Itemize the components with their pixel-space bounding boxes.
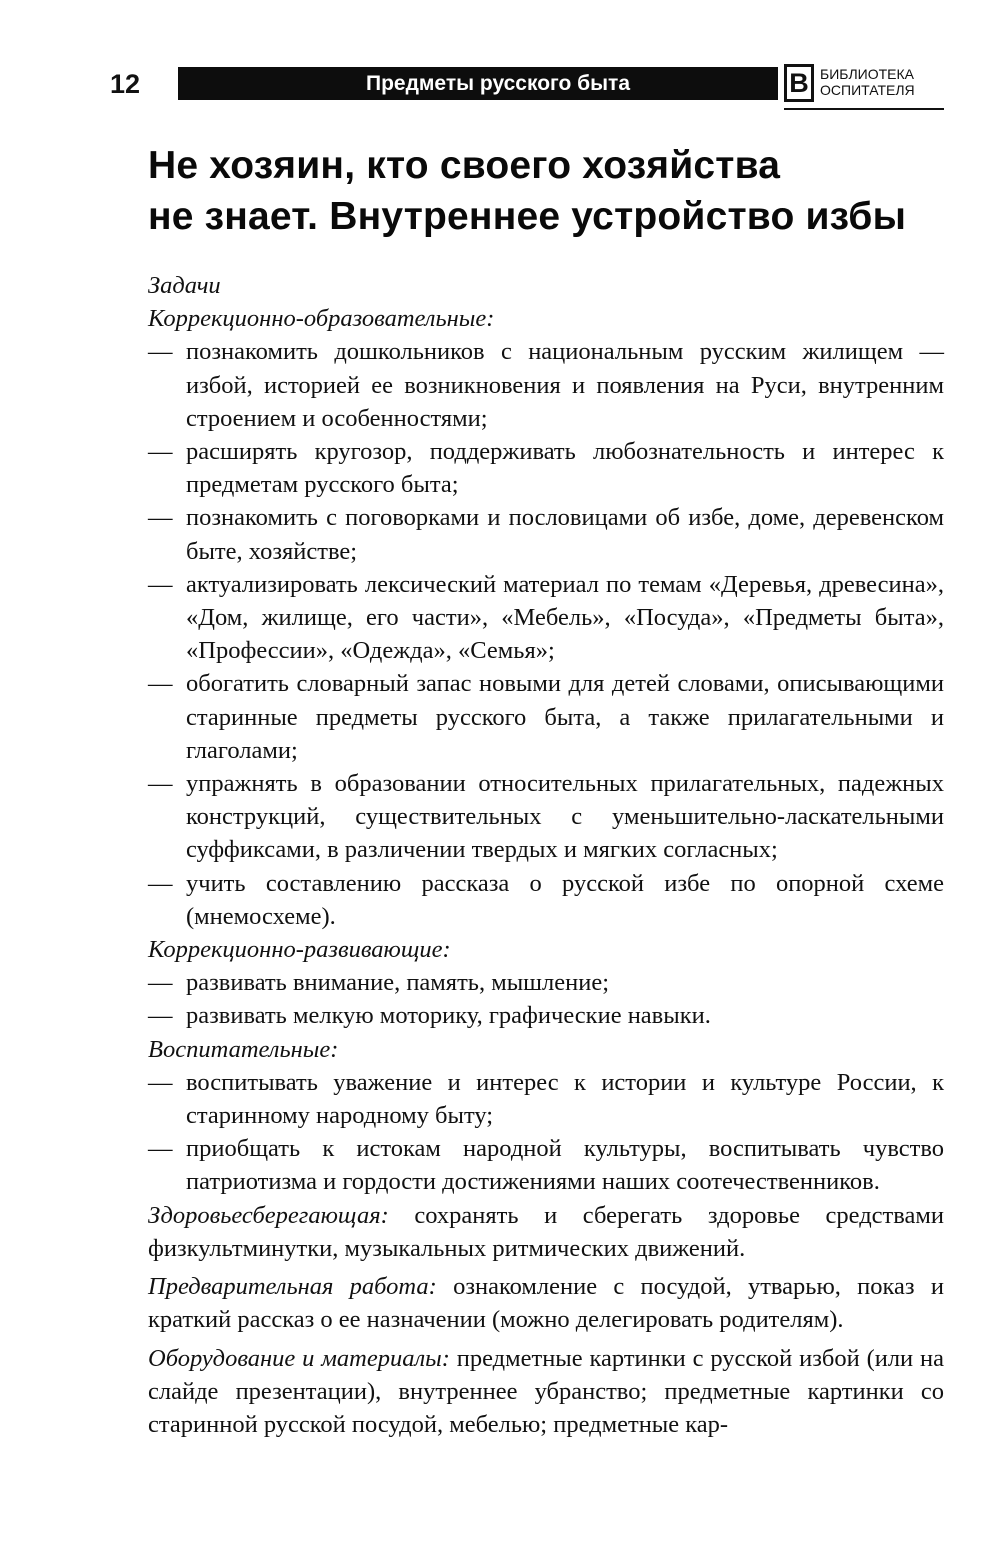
- logo-underline: [784, 108, 944, 110]
- task-item: — упражнять в образовании относительных прилагательных, падежных конструкций, существительных с уменьшительно-ласкательными суффиксами, в различении твердых и мягких согласных;: [148, 770, 944, 864]
- page-number: 12: [110, 69, 141, 99]
- task-item: — воспитывать уважение и интерес к истории и культуре России, к старинному народному быту;: [148, 1068, 944, 1130]
- task-item: — развивать мелкую моторику, графические навыки.: [148, 1002, 711, 1030]
- logo-line-1: БИБЛИОТЕКА: [820, 66, 914, 82]
- lesson-content: [148, 269, 944, 1441]
- task-item: — познакомить дошкольников с национальным русским жилищем — избой, историей ее возникновения и появления на Руси, внутренним строением и особенностями;: [148, 338, 944, 432]
- paragraph-health: Здоровьесберегающая: сохранять и сберегать здоровье средствами физкультминутки, музыкальных ритмических движений.: [148, 1201, 944, 1262]
- task-item: — расширять кругозор, поддерживать любознательность и интерес к предметам русского быта;: [148, 438, 944, 499]
- logo-text: [820, 66, 915, 98]
- title-line-2: не знает. Внутреннее устройство избы: [148, 195, 907, 238]
- title-line-1: Не хозяин, кто своего хозяйства: [148, 144, 781, 187]
- section-heading: Воспитательные:: [148, 1035, 339, 1063]
- paragraph-preparation: Предварительная работа: ознакомление с посудой, утварью, показ и краткий рассказ о ее назначении (можно делегировать родителям).: [148, 1273, 944, 1334]
- task-item: — развивать внимание, память, мышление;: [148, 969, 610, 997]
- logo-line-2: ОСПИТАТЕЛЯ: [820, 82, 915, 98]
- task-item: — актуализировать лексический материал по темам «Деревья, древесина», «Дом, жилище, его части», «Мебель», «Посуда», «Предметы быта», «Профессии», «Одежда», «Семья»;: [148, 570, 944, 665]
- section-title-bar: Предметы русского быта: [178, 67, 778, 100]
- logo-letter: В: [784, 64, 814, 102]
- tasks-heading: Задачи: [148, 272, 221, 299]
- task-item: — приобщать к истокам народной культуры, воспитывать чувство патриотизма и гордости достижениями наших соотечественников.: [148, 1135, 944, 1196]
- section-heading: Коррекционно-образовательные:: [148, 305, 495, 333]
- task-item: — обогатить словарный запас новыми для детей словами, описывающими старинные предметы русского быта, а также прилагательными и глаголами;: [148, 670, 944, 764]
- section-heading: Коррекционно-развивающие:: [148, 936, 451, 964]
- task-item: — учить составлению рассказа о русской избе по опорной схеме (мнемосхеме).: [148, 869, 944, 930]
- series-logo: [784, 64, 944, 110]
- task-item: — познакомить с поговорками и пословицами об избе, доме, деревенском быте, хозяйстве;: [148, 504, 944, 565]
- paragraph-equipment: Оборудование и материалы: предметные картинки с русской избой (или на слайде презентации), внутреннее убранство; предметные картинки со старинной русской посудой, мебелью; предметные кар-: [148, 1344, 945, 1438]
- paragraph-label: Предварительная работа:: [148, 1273, 437, 1301]
- running-header: [110, 64, 944, 114]
- paragraph-label: Оборудование и материалы:: [148, 1344, 450, 1372]
- page-title: [148, 140, 948, 242]
- paragraph-label: Здоровьесберегающая:: [148, 1201, 389, 1229]
